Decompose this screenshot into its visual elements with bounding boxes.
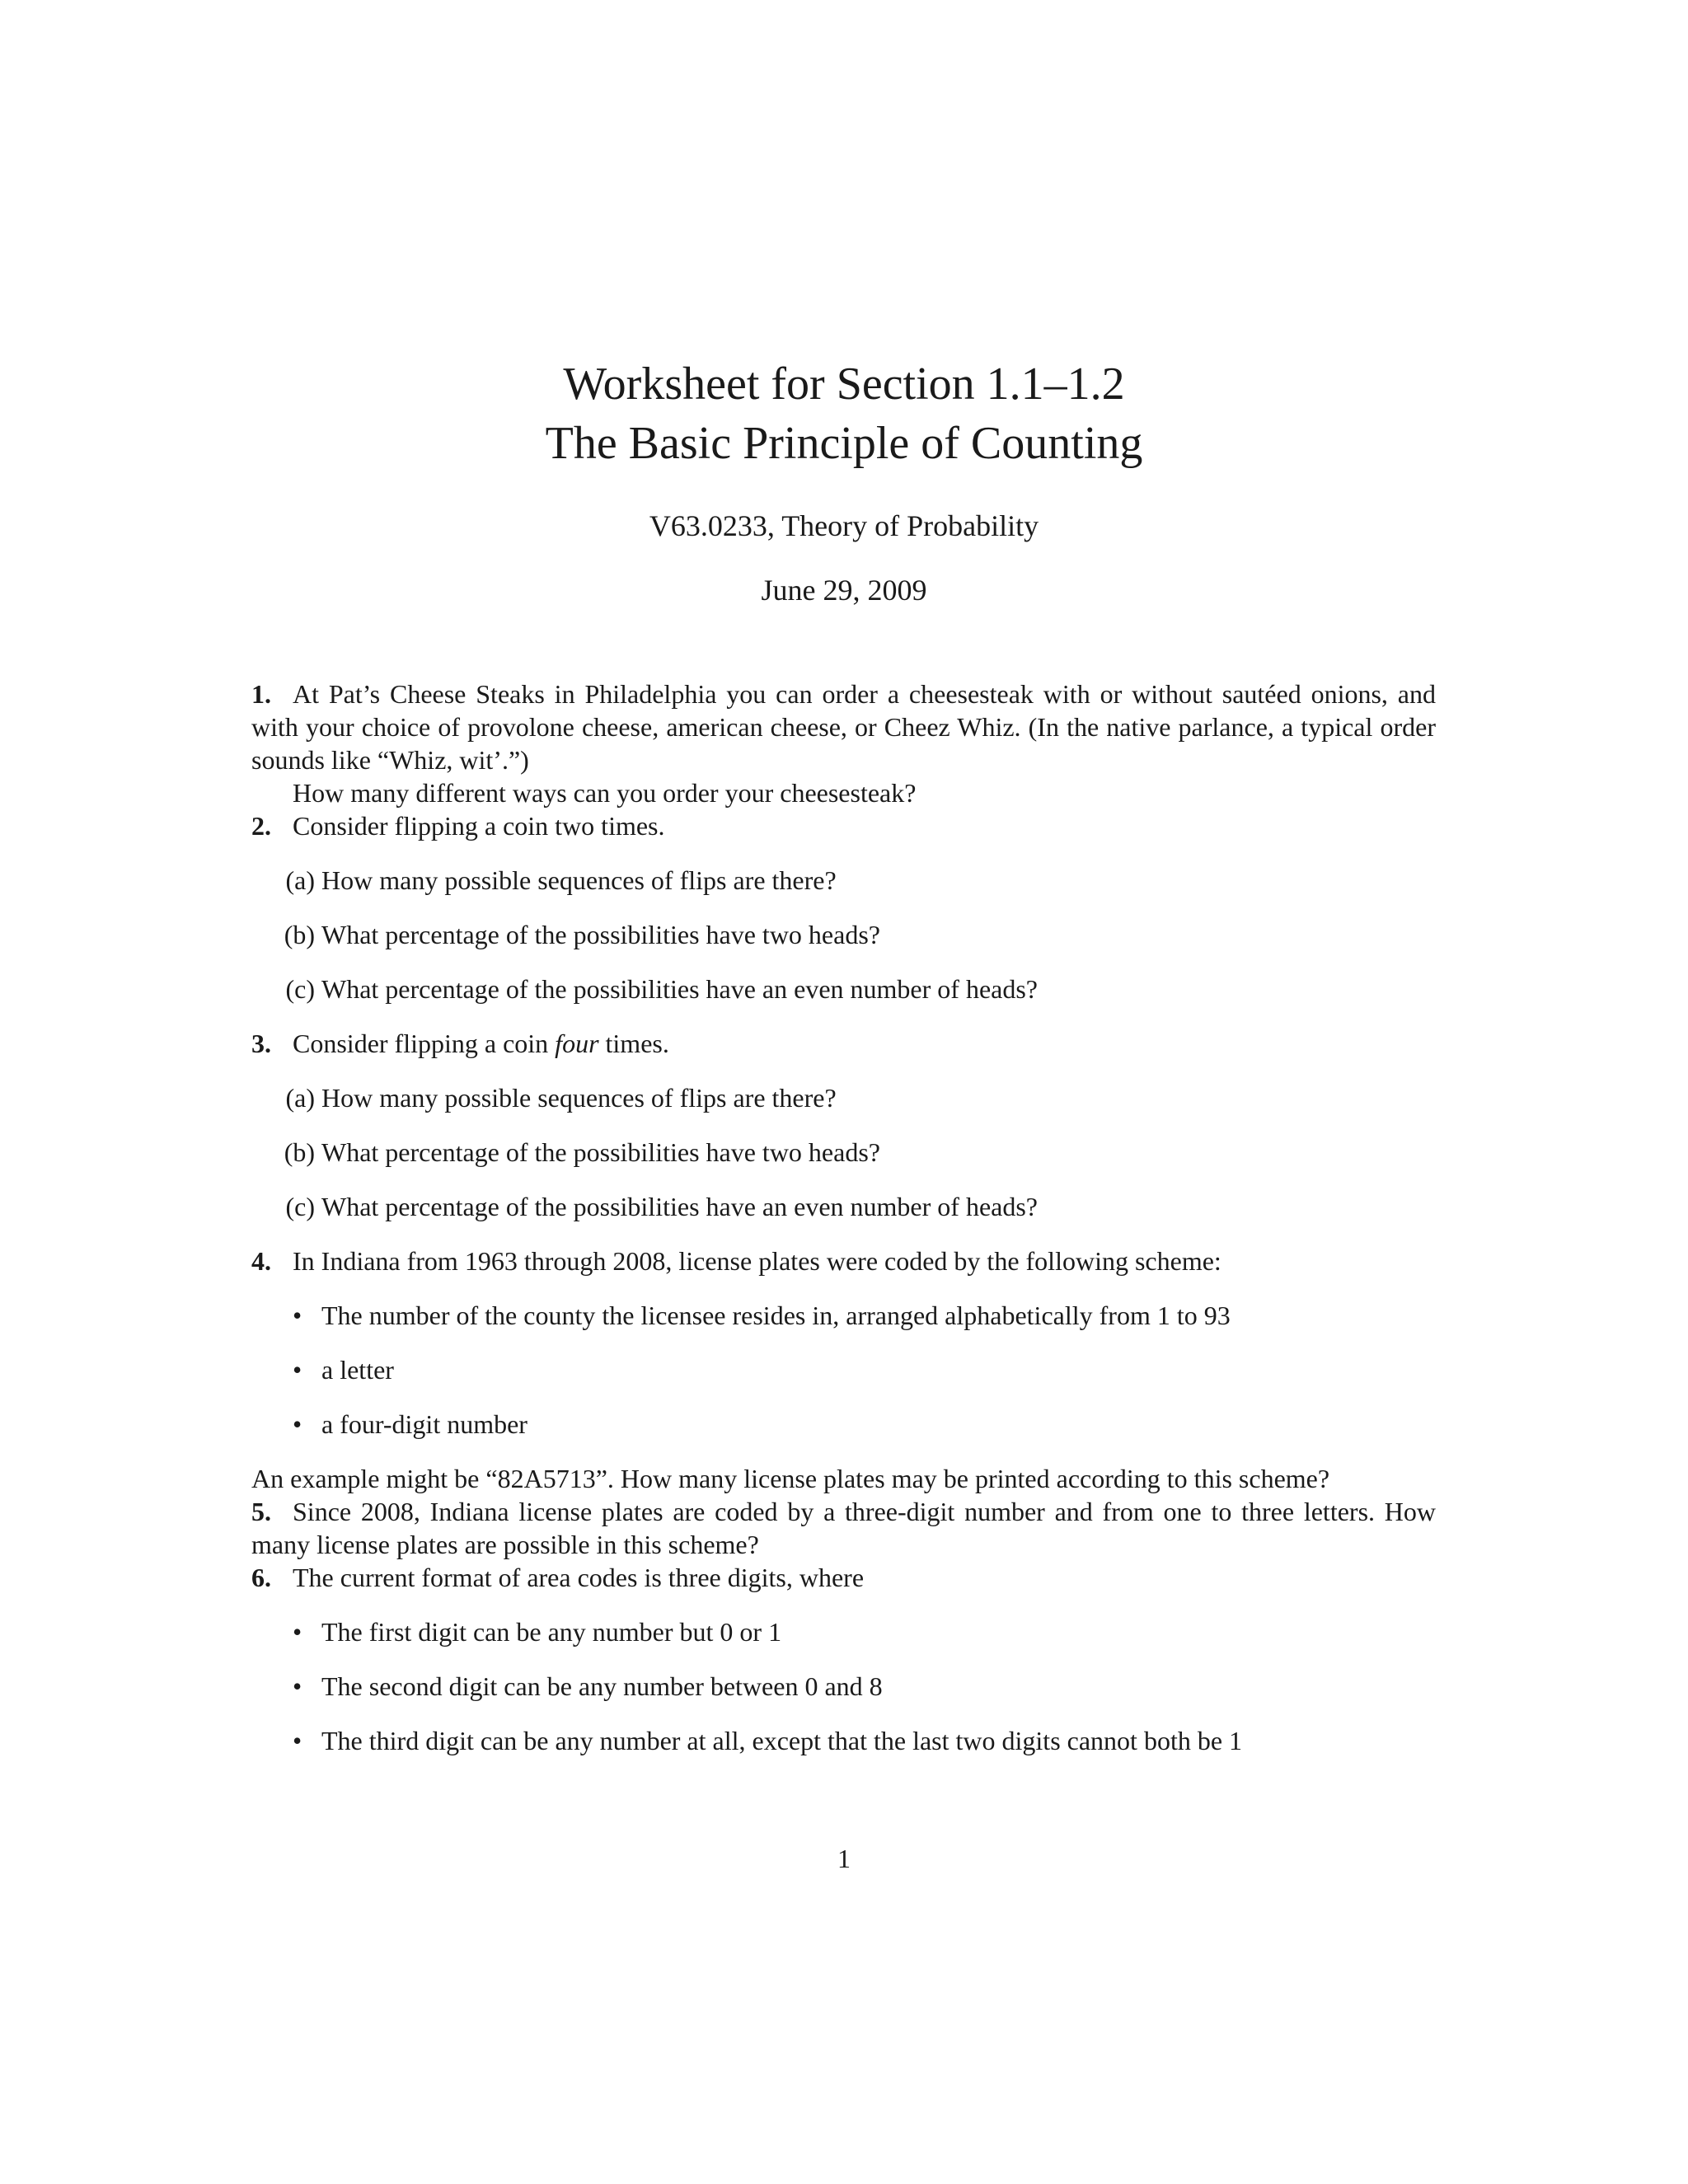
worksheet-body (251, 677, 1436, 1779)
question-5 (251, 1495, 1436, 1561)
bullet-icon: • (293, 1355, 302, 1385)
subquestion-label: (a) (285, 1083, 315, 1113)
question-text: Since 2008, Indiana license plates are coded by a three-digit number and from one to three letters. How many license plates are possible in this scheme? (251, 1497, 1436, 1559)
bullet-text: The third digit can be any number at all, except that the last two digits cannot both be 1 (321, 1726, 1243, 1755)
bullet-list (251, 1299, 1436, 1441)
bullet-item (251, 1299, 1436, 1332)
subquestion-text: How many possible sequences of flips are there? (321, 865, 837, 895)
question-prompt: How many different ways can you order your cheesesteak? (293, 778, 917, 808)
bullet-text: The second digit can be any number between 0 and 8 (321, 1671, 883, 1701)
bullet-item (251, 1615, 1436, 1648)
bullet-icon: • (293, 1617, 302, 1647)
page-number: 1 (837, 1844, 851, 1873)
bullet-icon: • (293, 1726, 302, 1755)
course-name: V63.0233, Theory of Probability (649, 509, 1039, 542)
subquestion-text: What percentage of the possibilities have two heads? (321, 1137, 880, 1167)
subquestion (251, 1136, 1436, 1169)
question-number: 4. (251, 1246, 271, 1276)
question-3 (251, 1027, 1436, 1223)
question-text: Consider flipping a coin (293, 1029, 556, 1058)
bullet-item (251, 1724, 1436, 1757)
subquestion-list (251, 1081, 1436, 1223)
subquestion-text: How many possible sequences of flips are there? (321, 1083, 837, 1113)
subquestion (251, 972, 1436, 1005)
bullet-text: The number of the county the licensee resides in, arranged alphabetically from 1 to 93 (321, 1301, 1231, 1330)
question-text-end: times. (598, 1029, 669, 1058)
example-small-caps: A (523, 1464, 543, 1493)
bullet-item (251, 1353, 1436, 1386)
subquestion-label: (c) (285, 1192, 315, 1221)
subquestion-label: (b) (284, 1137, 315, 1167)
question-text: Consider flipping a coin two times. (293, 811, 665, 841)
subquestion (251, 918, 1436, 951)
bullet-icon: • (293, 1301, 302, 1330)
question-4 (251, 1244, 1436, 1495)
question-1 (251, 677, 1436, 809)
question-6 (251, 1561, 1436, 1757)
title-line-1: Worksheet for Section 1.1–1.2 (563, 359, 1125, 410)
question-number: 1. (251, 679, 271, 709)
subquestion-label: (c) (285, 974, 315, 1004)
subquestion-text: What percentage of the possibilities have an even number of heads? (321, 1192, 1038, 1221)
document-date: June 29, 2009 (761, 574, 927, 607)
bullet-list (251, 1615, 1436, 1757)
subquestion-label: (b) (284, 920, 315, 949)
bullet-item (251, 1408, 1436, 1441)
subquestion-text: What percentage of the possibilities have two heads? (321, 920, 880, 949)
bullet-text: a letter (321, 1355, 394, 1385)
subquestion (251, 864, 1436, 897)
bullet-item (251, 1670, 1436, 1703)
subquestion (251, 1190, 1436, 1223)
question-number: 2. (251, 811, 271, 841)
question-number: 3. (251, 1029, 271, 1058)
bullet-text: The first digit can be any number but 0 or 1 (321, 1617, 782, 1647)
question-text: The current format of area codes is three digits, where (293, 1563, 865, 1592)
bullet-text: a four-digit number (321, 1409, 528, 1439)
bullet-icon: • (293, 1409, 302, 1439)
question-text: In Indiana from 1963 through 2008, license plates were coded by the following scheme: (293, 1246, 1221, 1276)
title-line-2: The Basic Principle of Counting (545, 418, 1143, 469)
question-2 (251, 809, 1436, 1005)
question-number: 5. (251, 1497, 271, 1526)
subquestion-text: What percentage of the possibilities have an even number of heads? (321, 974, 1038, 1004)
subquestion-label: (a) (285, 865, 315, 895)
question-text: At Pat’s Cheese Steaks in Philadelphia you can order a cheesesteak with or without sautéed onions, and with your choice of provolone cheese, american cheese, or Cheez Whiz. (In the native parlance, a typical order sounds like “Whiz, wit’.”) (251, 679, 1436, 775)
bullet-icon: • (293, 1671, 302, 1701)
subquestion-list (251, 864, 1436, 1005)
subquestion (251, 1081, 1436, 1114)
example-text: An example might be “82A5713”. How many license plates may be printed according to this scheme? (251, 1464, 1330, 1493)
question-text-emphasis: four (555, 1029, 599, 1058)
question-number: 6. (251, 1563, 271, 1592)
